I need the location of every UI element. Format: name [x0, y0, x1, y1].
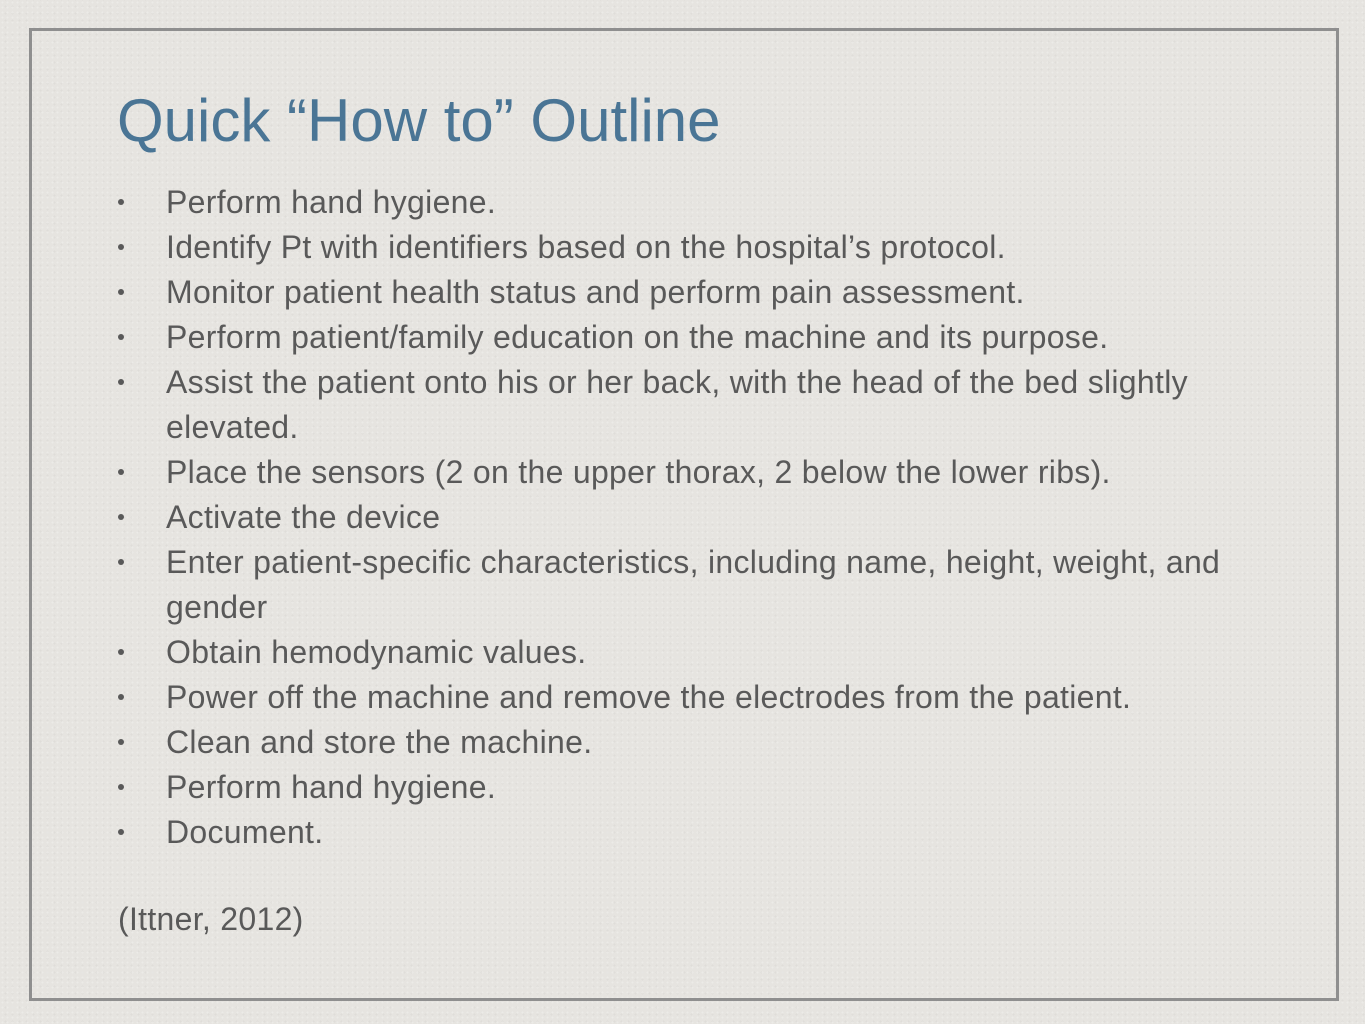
bullet-list: [117, 180, 1287, 855]
bullet-item: [117, 360, 1287, 450]
bullet-text: Power off the machine and remove the electrodes from the patient.: [166, 679, 1132, 715]
bullet-text: Clean and store the machine.: [166, 724, 593, 760]
bullet-item: [117, 810, 1287, 855]
bullet-text: Activate the device: [166, 499, 441, 535]
slide-title: Quick “How to” Outline: [117, 87, 721, 154]
bullet-item: [117, 315, 1287, 360]
bullet-dot-icon: [118, 649, 124, 655]
bullet-item: [117, 450, 1287, 495]
bullet-item: [117, 675, 1287, 720]
bullet-text: Perform hand hygiene.: [166, 184, 497, 220]
bullet-text: Place the sensors (2 on the upper thorax, 2 below the lower ribs).: [166, 454, 1111, 490]
bullet-dot-icon: [118, 829, 124, 835]
bullet-dot-icon: [118, 559, 124, 565]
bullet-dot-icon: [118, 469, 124, 475]
bullet-text: Identify Pt with identifiers based on the hospital’s protocol.: [166, 229, 1006, 265]
bullet-dot-icon: [118, 784, 124, 790]
bullet-text: Assist the patient onto his or her back, with the head of the bed slightly elevated.: [166, 364, 1188, 445]
bullet-dot-icon: [118, 244, 124, 250]
bullet-dot-icon: [118, 739, 124, 745]
bullet-item: [117, 225, 1287, 270]
bullet-text: Enter patient-specific characteristics, including name, height, weight, and gender: [166, 544, 1221, 625]
bullet-text: Obtain hemodynamic values.: [166, 634, 587, 670]
bullet-text: Monitor patient health status and perform pain assessment.: [166, 274, 1025, 310]
bullet-item: [117, 180, 1287, 225]
bullet-dot-icon: [118, 334, 124, 340]
bullet-text: Perform hand hygiene.: [166, 769, 497, 805]
bullet-dot-icon: [118, 514, 124, 520]
bullet-item: [117, 630, 1287, 675]
bullet-dot-icon: [118, 694, 124, 700]
bullet-text: Document.: [166, 814, 324, 850]
bullet-item: [117, 765, 1287, 810]
bullet-item: [117, 540, 1287, 630]
bullet-dot-icon: [118, 379, 124, 385]
bullet-dot-icon: [118, 289, 124, 295]
citation: (Ittner, 2012): [118, 901, 304, 937]
bullet-item: [117, 495, 1287, 540]
bullet-item: [117, 270, 1287, 315]
bullet-text: Perform patient/family education on the machine and its purpose.: [166, 319, 1109, 355]
bullet-item: [117, 720, 1287, 765]
bullet-dot-icon: [118, 199, 124, 205]
